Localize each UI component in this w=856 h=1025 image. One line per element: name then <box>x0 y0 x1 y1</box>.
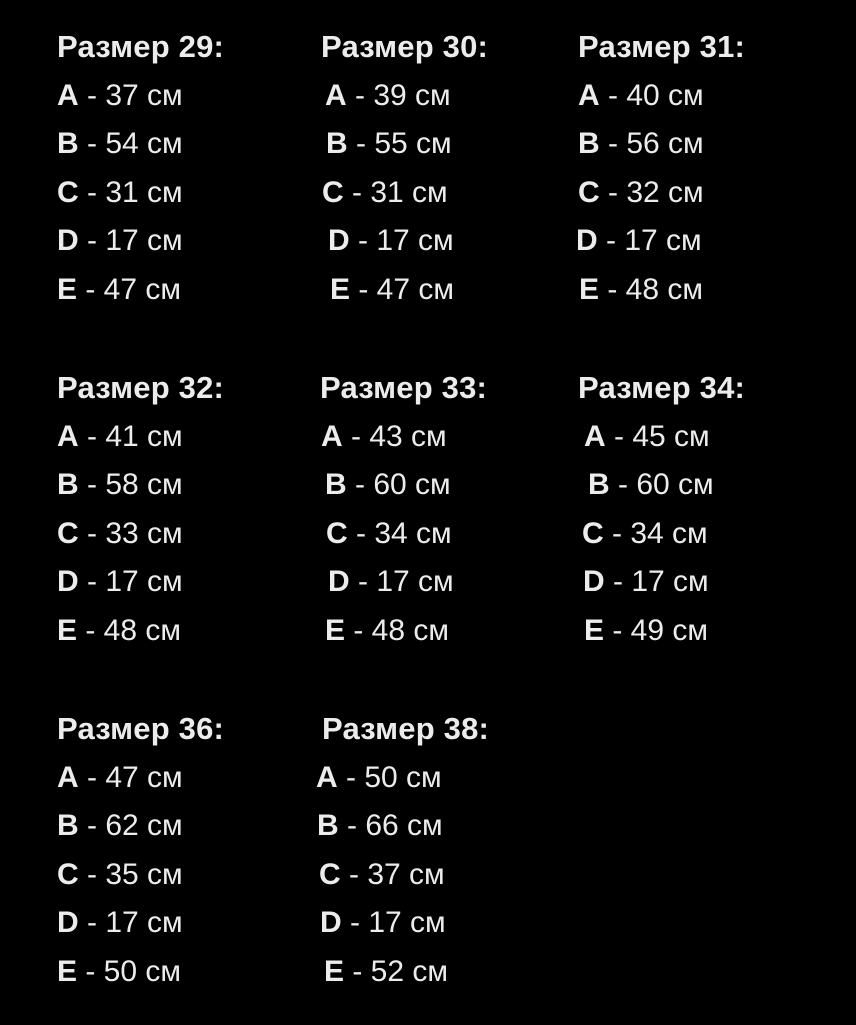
measurement-row-c <box>319 858 562 892</box>
measurement-value: - 62 см <box>78 809 183 842</box>
measurement-value: - 40 см <box>599 78 704 112</box>
measurement-value: - 17 см <box>349 565 454 598</box>
measurement-value: - 17 см <box>78 565 183 598</box>
measurement-letter: A <box>316 760 338 794</box>
size-title: Размер 29: <box>57 29 225 64</box>
measurement-row-c <box>321 176 561 210</box>
measurement-value: - 31 см <box>343 175 448 209</box>
measurement-value: - 45 см <box>605 419 710 453</box>
measurement-letter: A <box>321 419 343 453</box>
measurement-row-b <box>57 127 297 161</box>
size-title: Размер 36: <box>57 711 225 746</box>
measurement-letter: E <box>57 954 78 988</box>
measurement-letter: A <box>584 419 606 453</box>
measurement-list <box>578 420 818 648</box>
measurement-letter: D <box>583 565 605 598</box>
measurement-value: - 32 см <box>599 175 704 209</box>
measurement-value: - 48 см <box>77 613 182 647</box>
measurement-letter: E <box>330 272 351 306</box>
measurement-list <box>316 760 562 989</box>
measurement-value: - 34 см <box>603 516 708 550</box>
measurement-letter: C <box>582 516 604 550</box>
measurement-letter: A <box>57 78 79 112</box>
size-title: Размер 30: <box>321 29 489 64</box>
measurement-list <box>321 79 561 307</box>
measurement-value: - 17 см <box>78 224 183 257</box>
measurement-list <box>320 420 560 648</box>
measurement-value: - 47 см <box>77 272 182 306</box>
measurement-letter: A <box>57 419 79 453</box>
measurement-row-a <box>57 79 297 113</box>
measurement-letter: B <box>578 127 600 160</box>
measurement-value: - 47 см <box>78 760 183 794</box>
measurement-letter: E <box>57 613 78 647</box>
measurement-letter: D <box>328 224 350 257</box>
measurement-row-b <box>57 809 297 843</box>
measurement-value: - 50 см <box>77 954 182 988</box>
measurement-value: - 52 см <box>344 954 449 988</box>
measurement-letter: E <box>584 613 605 647</box>
measurement-letter: B <box>317 809 339 842</box>
measurement-row-c <box>578 176 818 210</box>
measurement-value: - 35 см <box>78 857 183 891</box>
measurement-row-d <box>576 224 818 258</box>
measurement-row-b <box>578 127 818 161</box>
measurement-letter: C <box>322 175 344 209</box>
size-title: Размер 32: <box>57 370 225 405</box>
measurement-row-d <box>57 565 297 599</box>
measurement-letter: A <box>578 78 600 112</box>
size-block-32 <box>57 371 297 648</box>
measurement-letter: C <box>578 175 600 209</box>
measurement-letter: B <box>57 127 79 160</box>
measurement-value: - 34 см <box>347 516 452 550</box>
measurement-value: - 47 см <box>350 272 455 306</box>
measurement-row-b <box>578 468 818 502</box>
measurement-row-a <box>578 420 818 454</box>
measurement-row-e <box>320 614 560 648</box>
measurement-row-a <box>57 420 297 454</box>
size-block-36 <box>57 712 297 989</box>
measurement-value: - 37 см <box>78 78 183 112</box>
measurement-row-e <box>321 273 561 307</box>
measurement-row-c <box>578 517 818 551</box>
measurement-row-e <box>57 614 297 648</box>
measurement-row-c <box>320 517 560 551</box>
measurement-value: - 56 см <box>599 127 704 160</box>
measurement-value: - 48 см <box>599 272 704 306</box>
measurement-row-b <box>57 468 297 502</box>
size-block-29 <box>57 30 297 307</box>
measurement-value: - 41 см <box>78 419 183 453</box>
measurement-row-d <box>321 224 561 258</box>
measurement-letter: C <box>326 516 348 550</box>
measurement-list <box>57 761 297 989</box>
measurement-row-a <box>57 761 297 795</box>
measurement-letter: B <box>57 809 79 842</box>
measurement-row-e <box>322 955 562 989</box>
measurement-value: - 31 см <box>78 175 183 209</box>
measurement-list <box>578 79 818 307</box>
size-title: Размер 38: <box>322 711 490 746</box>
measurement-row-d <box>57 906 297 940</box>
measurement-value: - 66 см <box>338 809 443 842</box>
measurement-list <box>57 420 297 648</box>
measurement-row-b <box>321 127 561 161</box>
measurement-row-b <box>320 468 560 502</box>
measurement-value: - 17 см <box>78 906 183 939</box>
measurement-letter: C <box>319 857 341 891</box>
measurement-value: - 17 см <box>604 565 709 598</box>
size-block-30 <box>321 30 561 307</box>
measurement-row-d <box>57 224 297 258</box>
measurement-letter: B <box>325 468 347 501</box>
measurement-value: - 37 см <box>340 857 445 891</box>
measurement-row-c <box>57 517 297 551</box>
measurement-letter: A <box>325 78 347 112</box>
measurement-letter: E <box>579 272 600 306</box>
measurement-letter: E <box>324 954 345 988</box>
size-title: Размер 34: <box>578 370 746 405</box>
measurement-value: - 33 см <box>78 516 183 550</box>
size-block-38 <box>316 711 562 989</box>
measurement-letter: C <box>57 857 79 891</box>
measurement-row-d <box>320 906 562 940</box>
measurement-value: - 58 см <box>78 468 183 501</box>
measurement-row-a <box>320 420 560 454</box>
measurement-value: - 17 см <box>341 906 446 939</box>
size-block-31 <box>578 30 818 307</box>
measurement-value: - 60 см <box>609 468 714 501</box>
measurement-row-e <box>578 273 818 307</box>
measurement-row-a <box>578 79 818 113</box>
measurement-letter: B <box>326 127 348 160</box>
measurement-row-c <box>57 858 297 892</box>
measurement-value: - 43 см <box>342 419 447 453</box>
measurement-row-e <box>57 273 297 307</box>
measurement-letter: A <box>57 760 79 794</box>
size-title: Размер 33: <box>320 370 488 405</box>
measurement-list <box>57 79 297 307</box>
measurement-row-c <box>57 176 297 210</box>
measurement-value: - 17 см <box>597 224 702 257</box>
measurement-letter: D <box>320 906 342 939</box>
measurement-letter: D <box>576 224 598 257</box>
measurement-letter: D <box>57 906 79 939</box>
measurement-letter: C <box>57 175 79 209</box>
measurement-row-a <box>316 761 562 795</box>
measurement-letter: C <box>57 516 79 550</box>
measurement-value: - 60 см <box>346 468 451 501</box>
measurement-letter: D <box>57 224 79 257</box>
size-title: Размер 31: <box>578 29 746 64</box>
size-block-33 <box>320 371 560 648</box>
measurement-row-b <box>317 809 562 843</box>
measurement-value: - 54 см <box>78 127 183 160</box>
size-block-34 <box>578 371 818 648</box>
measurement-letter: D <box>57 565 79 598</box>
measurement-value: - 39 см <box>346 78 451 112</box>
measurement-row-d <box>578 565 818 599</box>
measurement-letter: B <box>57 468 79 501</box>
measurement-value: - 55 см <box>347 127 452 160</box>
measurement-letter: E <box>57 272 78 306</box>
measurement-letter: E <box>325 613 346 647</box>
measurement-value: - 50 см <box>337 760 442 794</box>
measurement-row-a <box>321 79 561 113</box>
measurement-value: - 17 см <box>349 224 454 257</box>
measurement-letter: D <box>328 565 350 598</box>
measurement-row-e <box>57 955 297 989</box>
measurement-row-d <box>320 565 560 599</box>
measurement-value: - 48 см <box>345 613 450 647</box>
measurement-value: - 49 см <box>604 613 709 647</box>
measurement-letter: B <box>588 468 610 501</box>
measurement-row-e <box>578 614 818 648</box>
